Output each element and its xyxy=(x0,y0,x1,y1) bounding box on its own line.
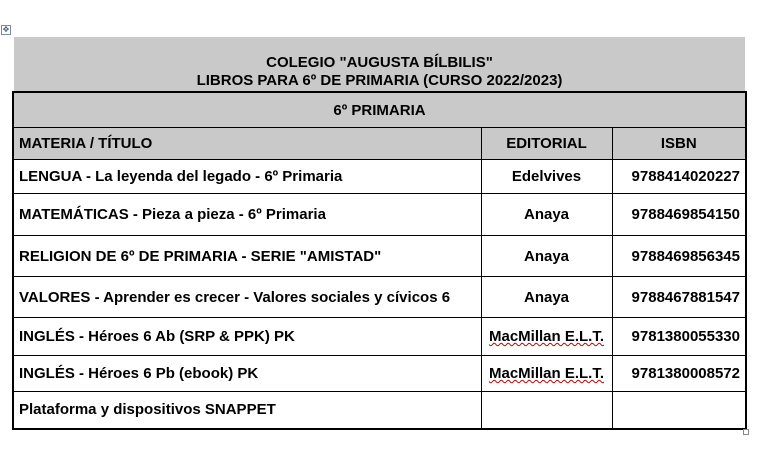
row-isbn xyxy=(612,392,746,429)
table-row xyxy=(13,160,746,194)
row-title: Plataforma y dispositivos SNAPPET xyxy=(13,392,481,429)
row-isbn: 9781380055330 xyxy=(612,318,746,356)
row-editorial: Anaya xyxy=(481,236,612,277)
column-header-row xyxy=(13,128,746,160)
table-row xyxy=(13,318,746,356)
row-editorial xyxy=(481,392,612,429)
column-header-editorial: EDITORIAL xyxy=(481,128,612,160)
row-editorial: Anaya xyxy=(481,277,612,318)
table-resize-handle-icon[interactable] xyxy=(743,429,749,435)
row-isbn: 9788469856345 xyxy=(612,236,746,277)
row-title: MATEMÁTICAS - Pieza a pieza - 6º Primaria xyxy=(13,194,481,236)
row-title: INGLÉS - Héroes 6 Pb (ebook) PK xyxy=(13,356,481,392)
table-row xyxy=(13,194,746,236)
row-editorial: Anaya xyxy=(481,194,612,236)
table-row xyxy=(13,277,746,318)
column-header-title: MATERIA / TÍTULO xyxy=(13,128,481,160)
row-isbn: 9788467881547 xyxy=(612,277,746,318)
row-title: LENGUA - La leyenda del legado - 6º Primaria xyxy=(13,160,481,194)
section-title: 6º PRIMARIA xyxy=(13,92,746,128)
section-header-row xyxy=(13,92,746,128)
row-isbn: 9788469854150 xyxy=(612,194,746,236)
table-move-handle-icon[interactable]: ✥ xyxy=(2,25,10,34)
row-title: RELIGION DE 6º DE PRIMARIA - SERIE "AMISTAD" xyxy=(13,236,481,277)
row-title: INGLÉS - Héroes 6 Ab (SRP & PPK) PK xyxy=(13,318,481,356)
document-header xyxy=(14,37,745,91)
school-name: COLEGIO "AUGUSTA BÍLBILIS" xyxy=(266,54,493,71)
row-title: VALORES - Aprender es crecer - Valores sociales y cívicos 6 xyxy=(13,277,481,318)
table-row xyxy=(13,356,746,392)
column-header-isbn: ISBN xyxy=(612,128,746,160)
row-isbn: 9788414020227 xyxy=(612,160,746,194)
row-editorial: MacMillan E.L.T. xyxy=(481,318,612,356)
table-row xyxy=(13,236,746,277)
row-isbn: 9781380008572 xyxy=(612,356,746,392)
book-table xyxy=(12,91,747,430)
row-editorial: MacMillan E.L.T. xyxy=(481,356,612,392)
book-list-title: LIBROS PARA 6º DE PRIMARIA (CURSO 2022/2023) xyxy=(196,72,563,89)
table-row xyxy=(13,392,746,429)
row-editorial: Edelvives xyxy=(481,160,612,194)
